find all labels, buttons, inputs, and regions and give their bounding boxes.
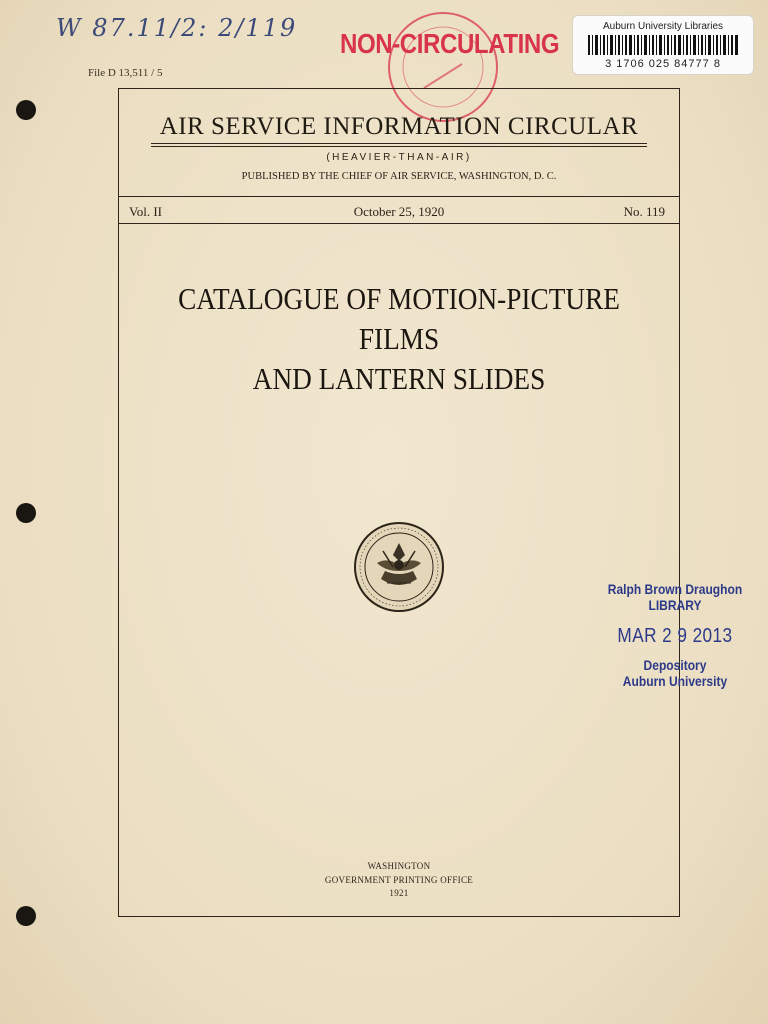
document-title-line-1: CATALOGUE OF MOTION-PICTURE FILMS [178, 281, 620, 356]
barcode-label [572, 15, 754, 75]
cover-frame [118, 88, 743, 917]
stamp-library-name: Ralph Brown Draughon [607, 581, 743, 597]
circular-title: AIR SERVICE INFORMATION CIRCULAR [159, 113, 639, 140]
volume-number: Vol. II [129, 204, 162, 219]
imprint-office: GOVERNMENT PRINTING OFFICE [324, 875, 474, 885]
issue-rule-bottom [119, 223, 679, 224]
imprint-city: WASHINGTON [367, 861, 431, 871]
barcode-icon [588, 35, 738, 55]
barcode-number: 3 1706 025 84777 8 [605, 58, 721, 70]
barcode-institution: Auburn University Libraries [602, 21, 724, 32]
issue-date: October 25, 1920 [353, 204, 445, 219]
publisher-line: PUBLISHED BY THE CHIEF OF AIR SERVICE, WASHINGTON, D. C. [241, 171, 557, 182]
imprint-year: 1921 [389, 888, 409, 898]
file-number: File D 13,511 / 5 [88, 67, 163, 79]
handwritten-call-number: W 87.11/2: 2/119 [56, 14, 298, 42]
stamp-depository: Depository [643, 657, 707, 673]
punch-hole-bottom [16, 906, 36, 926]
issue-number: No. 119 [623, 204, 665, 219]
document-title-line-2: AND LANTERN SLIDES [252, 361, 546, 396]
title-rule-lower [151, 146, 647, 147]
circular-category: (HEAVIER-THAN-AIR) [326, 152, 472, 163]
issue-rule-top [119, 196, 679, 197]
title-rule-upper [151, 143, 647, 144]
stamp-university: Auburn University [622, 673, 728, 689]
stamp-library-label: LIBRARY [648, 597, 702, 613]
war-office-seal-icon [353, 521, 445, 613]
non-circulating-stamp: NON-CIRCULATING [340, 28, 560, 59]
document-title [153, 279, 646, 399]
punch-hole-middle [16, 503, 36, 523]
stamp-date: MAR 2 9 2013 [617, 625, 733, 647]
punch-hole-top [16, 100, 36, 120]
